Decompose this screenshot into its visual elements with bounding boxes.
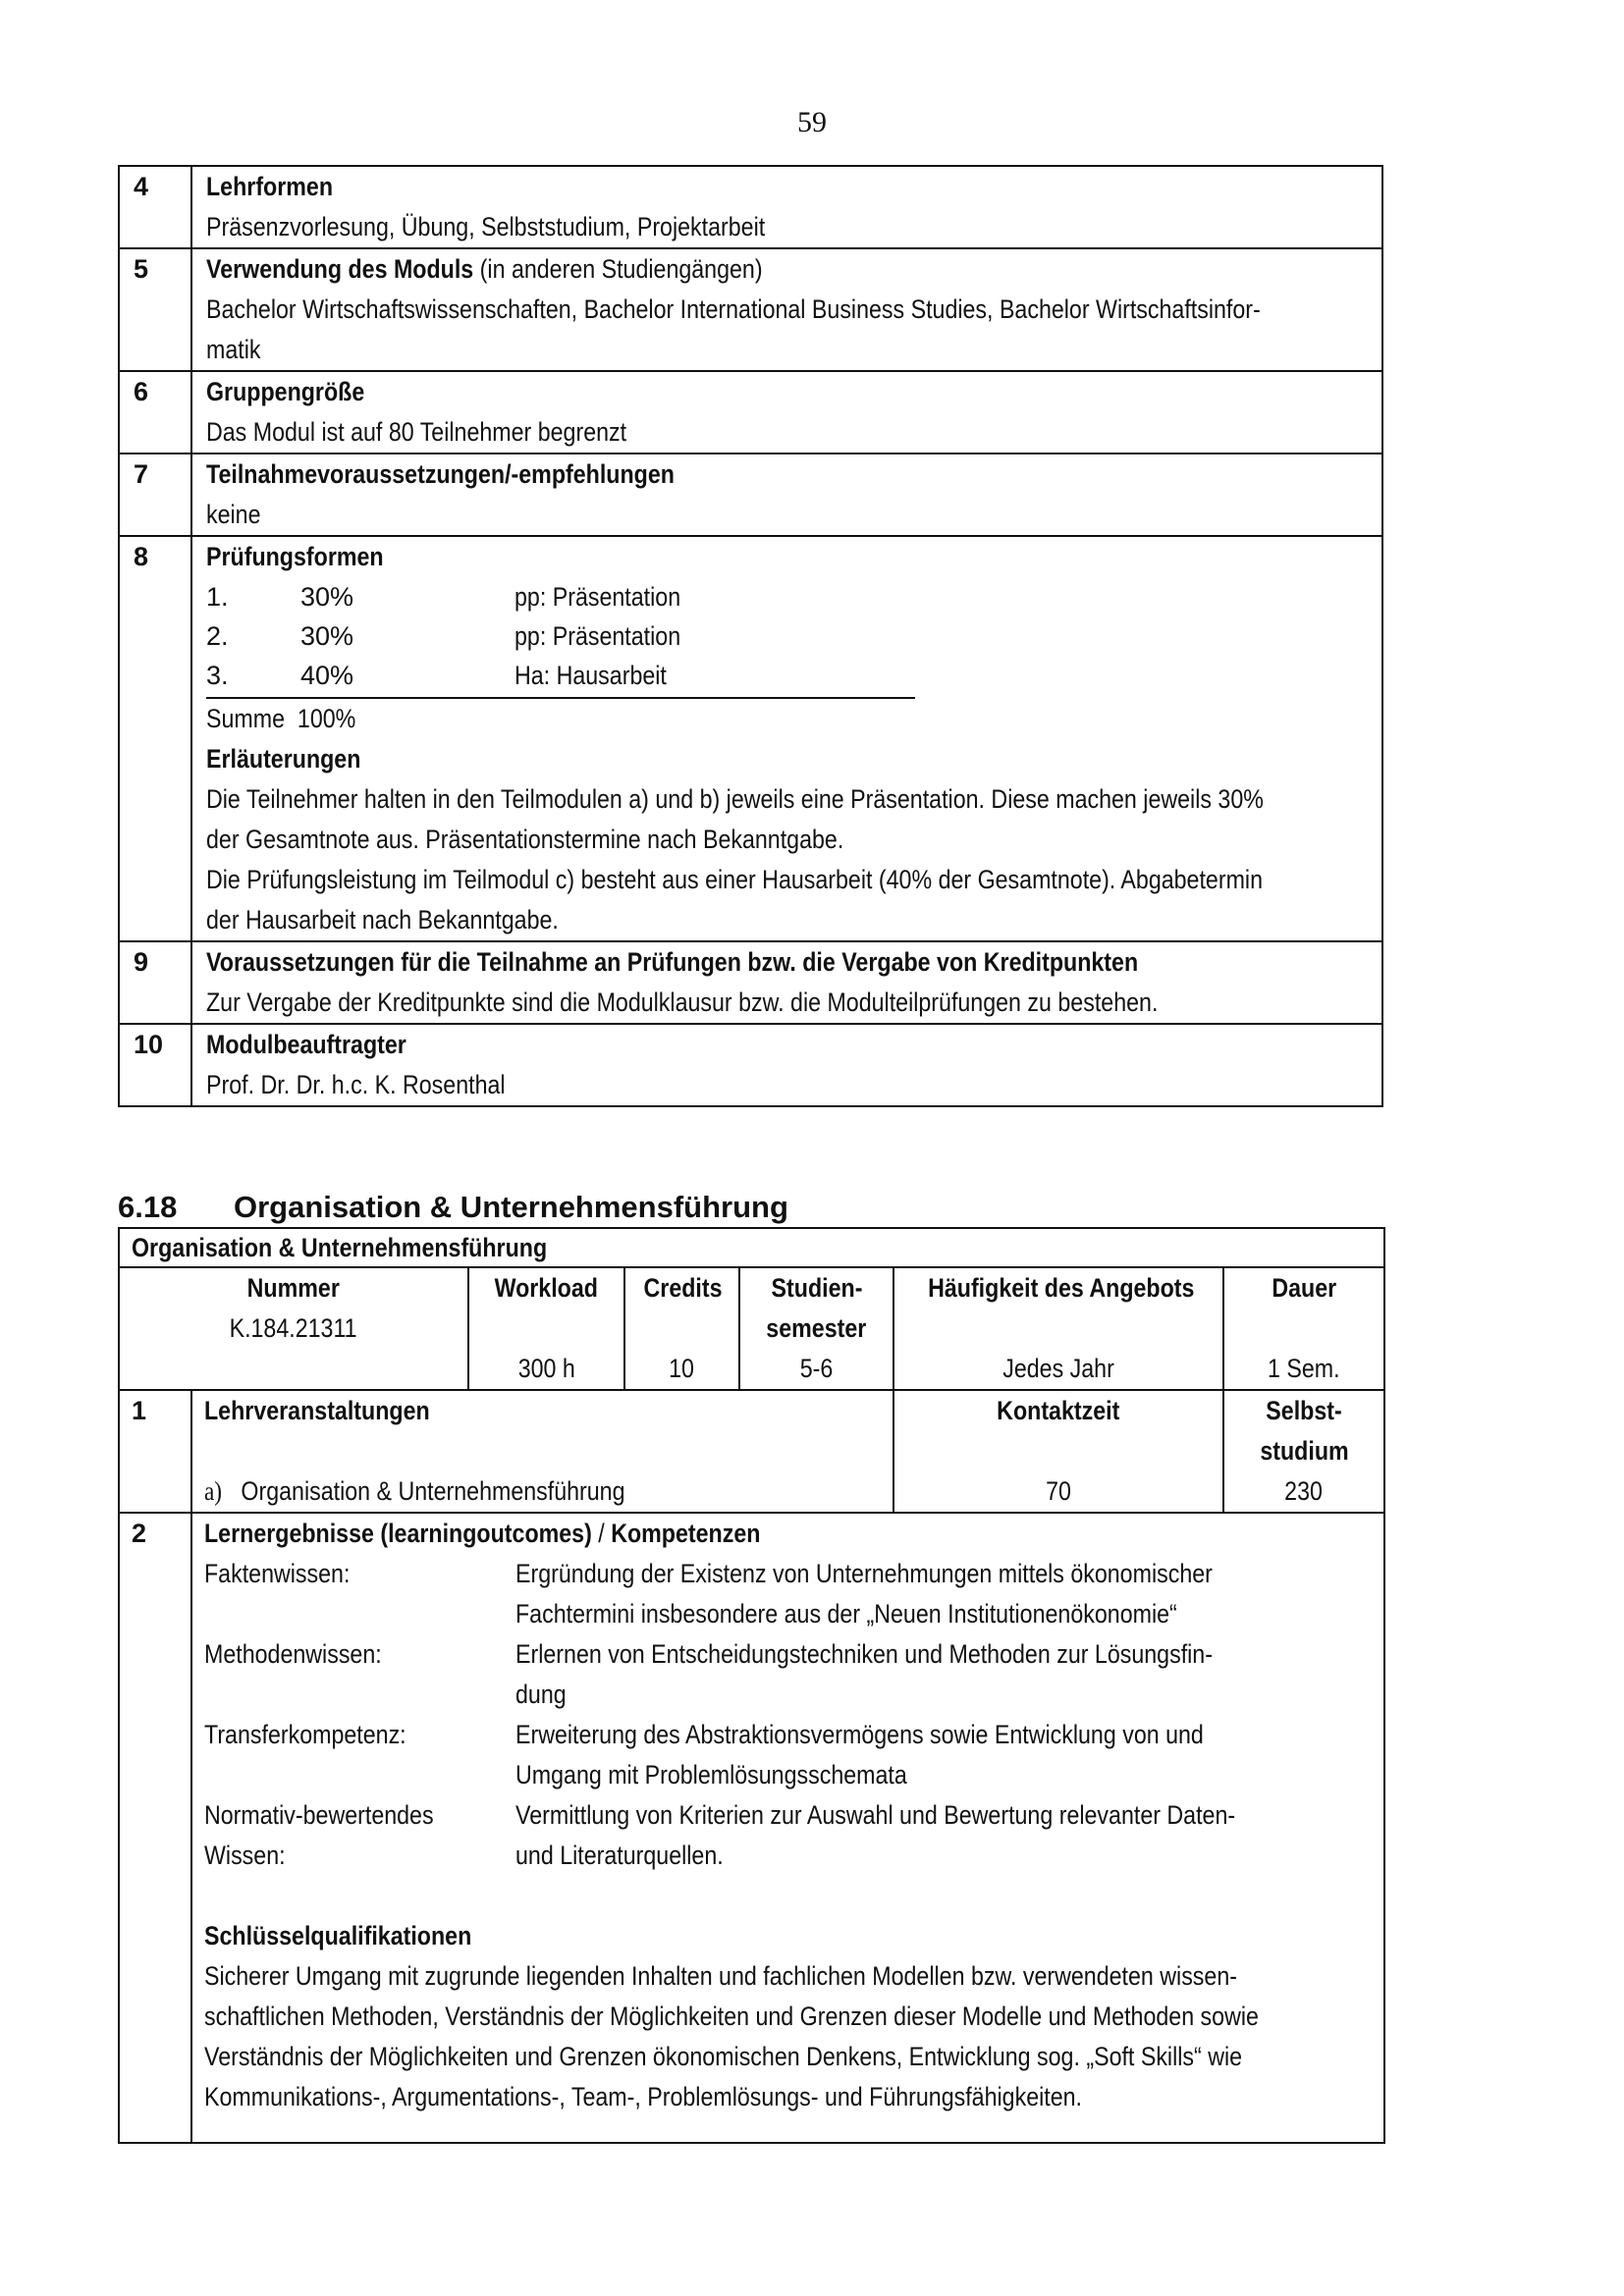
value-haeufigkeit: Jedes Jahr [1002, 1354, 1114, 1383]
outcome-normativ: Normativ-bewertendes Wissen: Vermittlung von Kriterien zur Auswahl und Bewertung relevanter Daten- und Literaturquellen. [204, 1800, 1236, 1870]
row-number: 8 [134, 542, 149, 571]
row-title: Verwendung des Moduls [206, 254, 474, 284]
header-workload: Workload [494, 1273, 599, 1303]
row-verwendung [119, 248, 1382, 371]
lehrveranstaltungen-row: 1 Lehrveranstaltungen a) Organisation & Unternehmensführung Kontaktzeit 70 Selbst- studium 230 [119, 1390, 1384, 1513]
module-header-row: Nummer K.184.21311 Workload 300 h Credits 10 Studien- semester 5-6 Häufigkeit des Angebots Jedes Jahr Dauer 1 Sem. [119, 1267, 1384, 1390]
value-workload: 300 h [517, 1354, 575, 1383]
row-number: 5 [134, 254, 149, 284]
key-line: Kommunikations-, Argumentations-, Team-, Problemlösungs- und Führungsfähigkeiten. [204, 2082, 1082, 2111]
row-number: 6 [134, 377, 149, 406]
row-title-2: Kompetenzen [611, 1519, 761, 1548]
course-name: Organisation & Unternehmensführung [241, 1476, 625, 1506]
key-line: schaftlichen Methoden, Verständnis der Möglichkeiten und Grenzen dieser Modelle und Methoden sowie [204, 2002, 1259, 2031]
module-name: Organisation & Unternehmensführung [132, 1233, 548, 1262]
row-number: 4 [134, 172, 149, 201]
outcome-methodenwissen: Methodenwissen: Erlernen von Entscheidungstechniken und Methoden zur Lösungsfin- dung [204, 1639, 1213, 1709]
row-text: keine [206, 500, 261, 529]
value-kontaktzeit: 70 [1046, 1476, 1071, 1506]
outcome-faktenwissen: Faktenwissen: Ergründung der Existenz von Unternehmungen mittels ökonomischer Fachtermini insbesondere aus der „Neuen Institutionenökonomie“ [204, 1559, 1213, 1629]
header-selbststudium: Selbst- [1266, 1396, 1342, 1425]
header-credits: Credits [643, 1273, 723, 1303]
row-voraussetzungen [119, 941, 1382, 1024]
section-heading [118, 1190, 788, 1225]
section-title: Organisation & Unternehmensführung [234, 1190, 788, 1224]
row-teilnahme [119, 454, 1382, 536]
row-text: matik [206, 335, 261, 364]
outcome-transferkompetenz: Transferkompetenz: Erweiterung des Abstraktionsvermögens sowie Entwicklung von und Umgang mit Problemlösungsschemata [204, 1720, 1204, 1789]
row-text: Zur Vergabe der Kreditpunkte sind die Modulklausur bzw. die Modulteilprüfungen zu bestehen. [206, 988, 1159, 1017]
row-title: Lernergebnisse (learningoutcomes) [204, 1519, 592, 1548]
value-selbststudium: 230 [1284, 1476, 1324, 1506]
header-kontaktzeit: Kontaktzeit [997, 1396, 1120, 1425]
row-title: Lehrveranstaltungen [204, 1396, 430, 1425]
key-line: Sicherer Umgang mit zugrunde liegenden Inhalten und fachlichen Modellen bzw. verwendeten wissen- [204, 1961, 1237, 1991]
row-title-suffix: (in anderen Studiengängen) [473, 254, 763, 284]
row-number: 9 [134, 947, 149, 977]
header-nummer: Nummer [246, 1273, 341, 1303]
row-title: Lehrformen [206, 172, 334, 201]
exam-item: 1. 30% pp: Präsentation [206, 582, 681, 612]
explain-line: Die Prüfungsleistung im Teilmodul c) besteht aus einer Hausarbeit (40% der Gesamtnote). Abgabetermin [206, 865, 1263, 894]
row-title: Modulbeauftragter [206, 1030, 406, 1059]
row-number: 7 [134, 459, 149, 489]
explain-title: Erläuterungen [206, 744, 361, 774]
explain-line: der Gesamtnote aus. Präsentationstermine nach Bekanntgabe. [206, 825, 844, 854]
sum-value: 100% [297, 704, 356, 733]
key-line: Verständnis der Möglichkeiten und Grenzen ökonomischen Denkens, Entwicklung sog. „Soft Skills“ wie [204, 2042, 1243, 2071]
row-title: Teilnahmevoraussetzungen/-empfehlungen [206, 459, 675, 489]
value-credits: 10 [669, 1354, 695, 1383]
row-number: 2 [132, 1519, 147, 1548]
lernergebnisse-row: 2 Lernergebnisse (learningoutcomes) / Kompetenzen Faktenwissen: Ergründung der Existenz von Unternehmungen mittels ökonomischer Fachtermini insbesondere aus der „Neuen Institutionenökonomie“ Methodenwissen: Erlernen von Entscheidungstechniken und Methoden zur Lösungsfin- dung Transferkompetenz: Erweiterung des Abstraktionsvermögens sowie Entwicklung von und Umgang mit Problemlösungsschemata Normativ-bewertendes Wissen: Vermittlung von Kriterien zur Auswahl und Bewertung relevanter Daten- und Literaturquellen. Schlüsselqualifikationen Sicherer Umgang mit zugrunde liegenden Inhalten und fachlichen Modellen bzw. verwendeten wissen- schaftlichen Methoden, Verständnis der Möglichkeiten und Grenzen dieser Modelle und Methoden sowie Verständnis der Möglichkeiten und Grenzen ökonomischen Denkens, Entwicklung sog. „Soft Skills“ wie Kommunikations-, Argumentations-, Team-, Problemlösungs- und Führungsfähigkeiten. [119, 1513, 1384, 2143]
value-semester: 5-6 [799, 1354, 834, 1383]
key-qualifications-title: Schlüsselqualifikationen [204, 1921, 472, 1950]
course-letter: a) [204, 1476, 223, 1506]
row-gruppengroesse [119, 371, 1382, 454]
row-title: Voraussetzungen für die Teilnahme an Prüfungen bzw. die Vergabe von Kreditpunkten [206, 947, 1139, 977]
row-text: Bachelor Wirtschaftswissenschaften, Bachelor International Business Studies, Bachelor Wirtschaftsinfor- [206, 294, 1261, 324]
sum-label: Summe [206, 704, 286, 733]
row-number: 10 [134, 1030, 164, 1059]
explain-line: Die Teilnehmer halten in den Teilmodulen a) und b) jeweils eine Präsentation. Diese machen jeweils 30% [206, 784, 1264, 814]
row-text: Prof. Dr. Dr. h.c. K. Rosenthal [206, 1070, 506, 1099]
module-name-row [119, 1228, 1384, 1267]
header-haeufigkeit: Häufigkeit des Angebots [928, 1273, 1195, 1303]
row-title: Prüfungsformen [206, 542, 384, 571]
page-number: 59 [797, 106, 827, 138]
row-modulbeauftragter [119, 1024, 1382, 1106]
row-pruefungsformen [119, 536, 1382, 941]
exam-item: 3. 40% Ha: Hausarbeit [206, 661, 667, 690]
section-number: 6.18 [118, 1190, 178, 1224]
row-text: Präsenzvorlesung, Übung, Selbststudium, Projektarbeit [206, 212, 766, 241]
header-studiensemester: Studien- [771, 1273, 862, 1303]
header-dauer: Dauer [1272, 1273, 1336, 1303]
exam-item: 2. 30% pp: Präsentation [206, 621, 681, 651]
row-lehrformen [119, 166, 1382, 248]
row-title: Gruppengröße [206, 377, 365, 406]
module-overview-table [118, 1227, 1385, 2144]
explain-line: der Hausarbeit nach Bekanntgabe. [206, 905, 559, 934]
value-nummer: K.184.21311 [230, 1313, 357, 1343]
row-text: Das Modul ist auf 80 Teilnehmer begrenzt [206, 417, 627, 447]
module-details-table [118, 165, 1383, 1107]
value-dauer: 1 Sem. [1268, 1354, 1340, 1383]
row-number: 1 [132, 1396, 147, 1425]
